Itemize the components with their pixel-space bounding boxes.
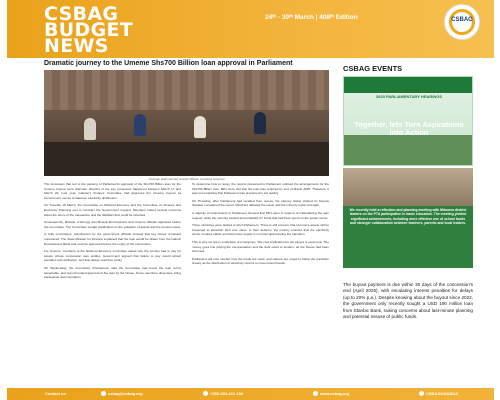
article-paragraph: Parliament will now monitor how the funds are used, and citizens are urged to follow the transition closely as the distribution of electricity returns to Government hands.: [192, 256, 329, 266]
photo-caption: A House staff member at work (Photo: Courtesy Umeme): [148, 177, 225, 181]
footer-email[interactable]: [101, 391, 143, 396]
photo-background: [44, 70, 329, 110]
article-headline[interactable]: Dramatic journey to the Umeme Shs700 Billion loan approval in Parliament: [44, 60, 293, 67]
title-line-2: BUDGET: [44, 19, 134, 41]
email-icon: [101, 391, 106, 396]
footer-website-text: www.csbag.org: [320, 391, 350, 396]
csbag-logo: [444, 4, 480, 40]
footer-email-text: csbag@csbag.org: [108, 391, 143, 396]
issue-date: 24ᵗʰ - 30ᵗʰ March | 408ᵗʰ Edition: [265, 14, 358, 21]
title-line-3: NEWS: [44, 35, 109, 57]
buyout-side-note: The buyout payment is due within 30 days of the concession's end (April 2025), with escalating interest penalties for delays (up to 20% p.a.). Despite knowing about the buyout since 2022, the government only recently sought a USD 190 million loan from Stanbic Bank, raising concerns about last-minute planning and potential misuse of public funds.: [343, 282, 473, 320]
footer-contact: Contact us: [45, 391, 66, 396]
phone-icon: [203, 391, 208, 396]
globe-icon: [313, 391, 318, 396]
poster-band: [344, 77, 473, 93]
poster-slogan: Together, lets Turn Aspirations into Action: [354, 120, 464, 137]
article-paragraph: On Thursday, after Parliament had recalled from recess, the plenary sitting chaired by Deputy Speaker considered the report. Members debated the report and the minority report at length.: [192, 198, 329, 208]
article-paragraph: This is why we are in a situation of emergency. The cost implication for tax payers is enormous. The money goes into paying the compensation and the debt owed to lenders, as the House had been informed.: [192, 239, 329, 254]
social-icon: [419, 391, 424, 396]
newsletter-header: [7, 0, 494, 58]
article-paragraph: The processes that led to the passing of Parliament's approval of the Shs700 Billion loan for the Umeme buyout were dramatic. Reports of the key processes happened between March 17 and March 20. Last year, Cabinet's Finance Committee had approved the Umeme buyout as Government moves to takeover electricity distribution.: [44, 182, 181, 200]
footer-phone-text: +256-393-221-154: [210, 391, 244, 396]
article-paragraph: Consequently, Minister of Energy and Mineral Development and Umeme officials appeared before the Committee. The Committee sought clarification on the valuation of assets and the amount owed.: [44, 220, 181, 229]
event-summary-text: We recently held a reflection and planning meeting with Mitooma district leaders on the PTA participation in basic education. The meeting yielded significant achievements, including more effective use of school funds and stronger collaboration between teachers, parents and local leaders.: [349, 208, 467, 226]
article-paragraph: Three ministries were tasked to brief Parliament. There is still concern that Umeme's assets will be inspected to ascertain their true value. In their defence, the country ensures that the electricity sector remains stable and that power supply is not interrupted during the transition.: [192, 223, 329, 237]
event-summary-panel: [343, 168, 473, 268]
photo-desk: [44, 142, 329, 176]
photo-person: [84, 118, 96, 140]
newsletter-title: [44, 3, 204, 57]
footer-phone[interactable]: [203, 391, 243, 396]
article-paragraph: To determine how to repay, the reports presented to Parliament outlined the arrangements for the Shs700 Billion loan. MPs were told that the loan was required by end of March 2025. Therefore, it was not surprising that Parliament was pressured to act quickly.: [192, 182, 329, 196]
poster-tag: 2025 PARLIAMENTARY HEARINGS: [375, 94, 443, 99]
photo-person: [134, 114, 146, 136]
photo-person: [194, 116, 206, 138]
logo-text: CSBAG: [451, 17, 473, 23]
footer-social[interactable]: [419, 391, 458, 396]
article-paragraph: In both committees, submissions by the government officials showed that key issues remained unresolved. The State Minister for Finance explained that the loan would be drawn from the Islamic Development Bank and must be approved before the expiry of the concession.: [44, 232, 181, 246]
article-paragraph: On Tuesday 18 March, the Committee on National Economy and the Committee on Finance and Economic Planning met to consider the Government request. Members raised several concerns about the terms of the transaction and the liabilities that could be inherited.: [44, 203, 181, 217]
events-heading: CSBAG EVENTS: [343, 64, 403, 73]
article-paragraph: A majority of submissions in Parliament showed that MPs were in support of nationalising the loan request, while the minority wanted accountability for funds that had been spent on the power sector.: [192, 210, 329, 220]
article-column-right: [192, 182, 329, 387]
footer-social-text: CSBAGUGANDA: [426, 391, 458, 396]
newsletter-page: [7, 0, 494, 400]
photo-person: [254, 112, 266, 134]
poster-photo: [344, 135, 473, 166]
event-poster[interactable]: [343, 76, 473, 166]
article-paragraph: For Umeme, members of the National Economy committee asked why the country had to pay for assets whose concession was ending. Government argued that failure to pay would attract penalties and arbitration, and that delays would be costly.: [44, 249, 181, 263]
event-photo: [343, 168, 473, 206]
footer-website[interactable]: [313, 391, 349, 396]
article-photo: [44, 70, 329, 176]
article-column-left: [44, 182, 181, 387]
newsletter-footer: [7, 388, 494, 400]
title-line-1: CSBAG: [44, 3, 119, 25]
article-paragraph: On Wednesday, the Committee Chairperson said the Committee had found the loan terms acceptable, and recommended approval of the loan by the House. Some members dissented, citing inadequate documentation.: [44, 265, 181, 280]
